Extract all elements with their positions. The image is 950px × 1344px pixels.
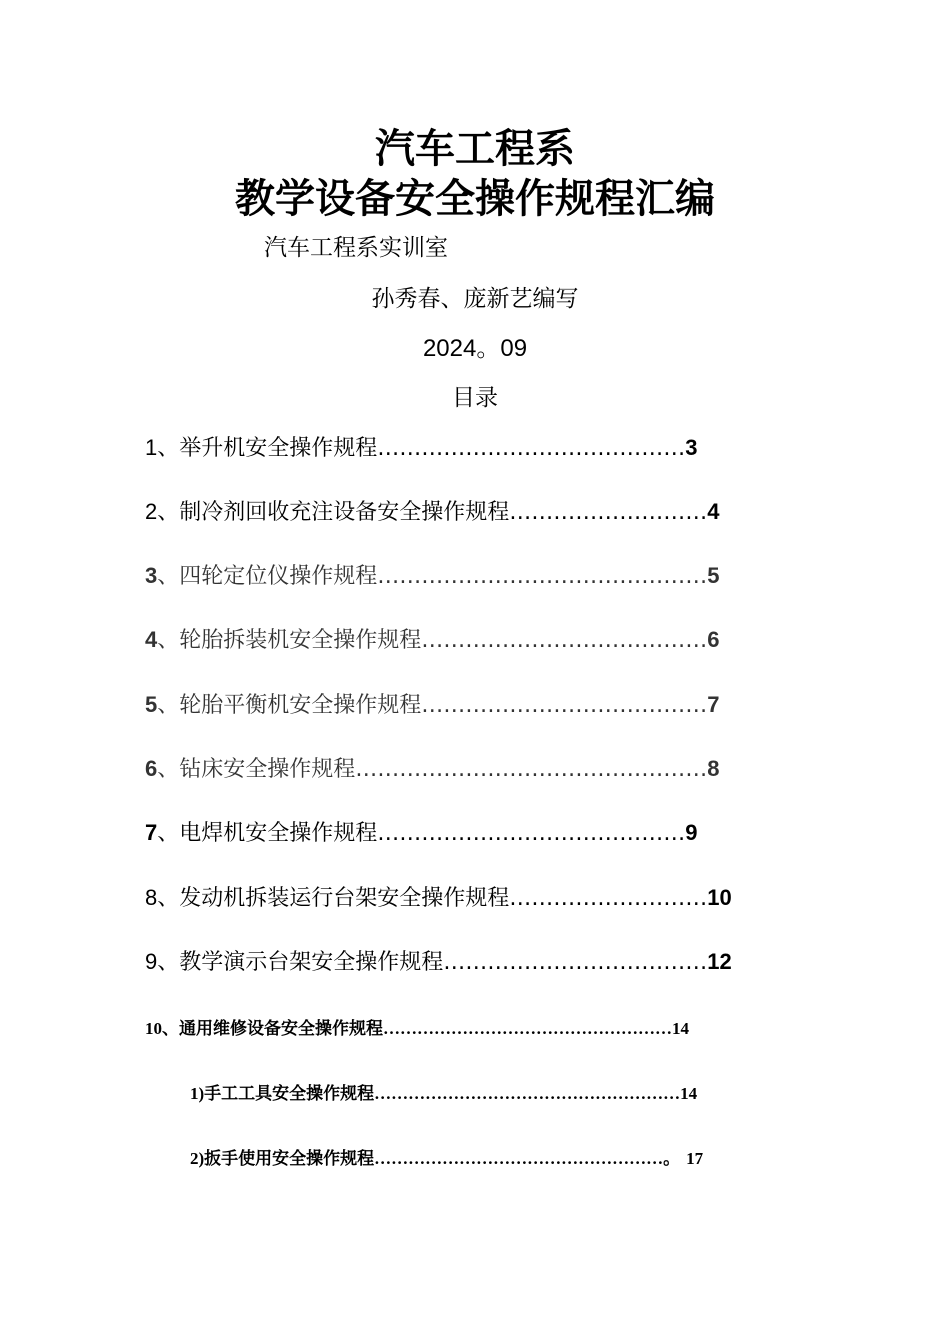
- toc-entry-number: 9: [145, 949, 158, 974]
- toc-entry-leader: …………………………………………: [355, 757, 708, 782]
- toc-entry-label: 、轮胎平衡机安全操作规程: [157, 693, 422, 718]
- toc-entry-leader: ………………………………………: [377, 564, 708, 589]
- toc-subentry-2[interactable]: [190, 1142, 703, 1176]
- toc-entry-label: 、轮胎拆装机安全操作规程: [157, 628, 422, 653]
- toc-entry-number: 4: [145, 627, 158, 652]
- toc-entry-leader: ……………………………………: [377, 436, 686, 461]
- toc-entry-leader: …………………………………: [421, 693, 708, 718]
- toc-entry-label: 、通用维修设备安全操作规程: [162, 1019, 383, 1039]
- toc-entry-4[interactable]: [145, 623, 720, 658]
- toc-entry-page: 10: [707, 885, 732, 910]
- date-line: 2024。09: [422, 335, 528, 362]
- toc-entry-number: 5: [145, 692, 158, 717]
- toc-entry-number: 1: [145, 435, 158, 460]
- toc-entry-page: 9: [685, 820, 698, 845]
- toc-entry-leader: ………………………: [509, 500, 708, 525]
- toc-entry-page: 4: [707, 499, 720, 524]
- toc-entry-leader: ……………………………………………。: [374, 1149, 681, 1168]
- toc-entry-number: 6: [145, 756, 158, 781]
- toc-entry-page: 8: [707, 756, 720, 781]
- toc-entry-label: 、制冷剂回收充注设备安全操作规程: [157, 500, 510, 525]
- toc-entry-page: 7: [707, 692, 720, 717]
- toc-entry-6[interactable]: [145, 752, 720, 787]
- toc-entry-page: 5: [707, 563, 720, 588]
- toc-entry-label: 、教学演示台架安全操作规程: [157, 950, 444, 975]
- toc-heading: 目录: [452, 385, 498, 411]
- toc-entry-3[interactable]: [145, 559, 720, 594]
- toc-entry-7[interactable]: [145, 816, 698, 851]
- toc-entry-leader: ………………………………………………: [374, 1084, 681, 1103]
- toc-entry-label: 、举升机安全操作规程: [157, 436, 378, 461]
- toc-entry-number: 3: [145, 563, 158, 588]
- toc-subentry-1[interactable]: [190, 1077, 697, 1111]
- department-name: 汽车工程系实训室: [264, 235, 448, 261]
- toc-entry-label: 、发动机拆装运行台架安全操作规程: [157, 886, 510, 911]
- toc-entry-page: 14: [680, 1084, 698, 1103]
- toc-entry-number: 2: [145, 499, 158, 524]
- toc-entry-5[interactable]: [145, 688, 720, 723]
- toc-entry-number: 8: [145, 885, 158, 910]
- toc-entry-number: 10: [145, 1019, 162, 1038]
- toc-entry-8[interactable]: [145, 881, 732, 916]
- toc-entry-leader: …………………………………: [421, 628, 708, 653]
- toc-entry-leader: ………………………………: [443, 950, 708, 975]
- toc-entry-leader: ………………………: [509, 886, 708, 911]
- toc-entry-page: 6: [707, 627, 720, 652]
- toc-entry-leader: ……………………………………………: [383, 1019, 672, 1038]
- toc-entry-2[interactable]: [145, 495, 720, 530]
- toc-entry-number: 2): [190, 1149, 205, 1168]
- toc-entry-number: 1): [190, 1084, 205, 1103]
- document-title-line2: 教学设备安全操作规程汇编: [235, 176, 715, 222]
- toc-entry-label: 手工工具安全操作规程: [204, 1084, 375, 1104]
- toc-entry-label: 、钻床安全操作规程: [157, 757, 356, 782]
- toc-entry-leader: ……………………………………: [377, 821, 686, 846]
- toc-entry-10[interactable]: [145, 1012, 689, 1046]
- toc-entry-label: 、四轮定位仪操作规程: [157, 564, 378, 589]
- toc-entry-1[interactable]: [145, 431, 698, 466]
- toc-entry-number: 7: [145, 820, 158, 845]
- toc-entry-label: 、电焊机安全操作规程: [157, 821, 378, 846]
- toc-entry-page: 3: [685, 435, 698, 460]
- document-title-line1: 汽车工程系: [375, 126, 575, 172]
- toc-entry-page: 14: [672, 1019, 689, 1038]
- toc-entry-page: 12: [707, 949, 732, 974]
- toc-entry-9[interactable]: [145, 945, 732, 980]
- toc-entry-label: 扳手使用安全操作规程: [204, 1149, 375, 1169]
- toc-entry-page: 17: [686, 1149, 704, 1168]
- authors-line: 孙秀春、庞新艺编写: [371, 286, 579, 312]
